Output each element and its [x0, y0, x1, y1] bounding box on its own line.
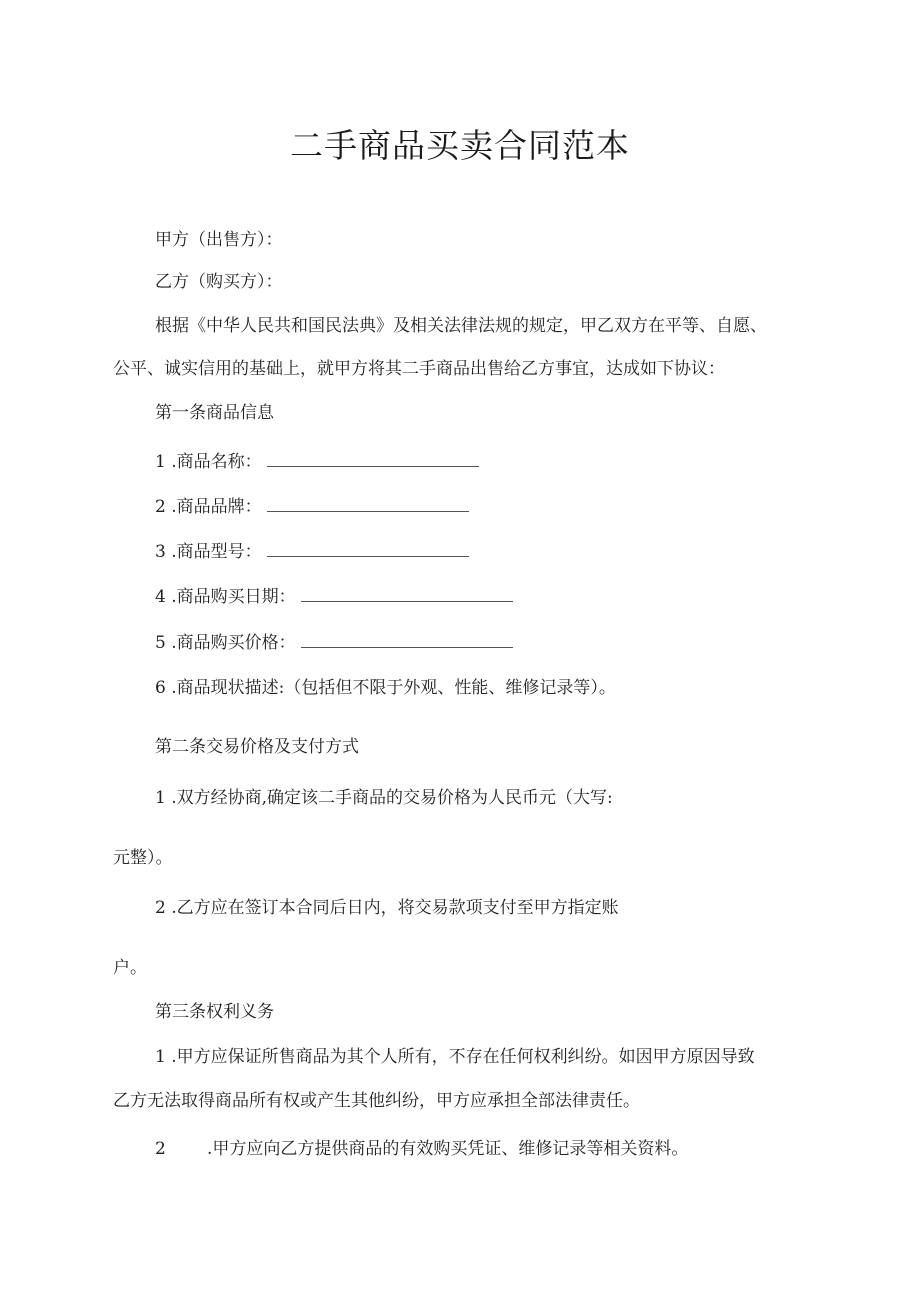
party-a-line: 甲方（出售方）：: [155, 230, 283, 250]
article2-item-1-line-1: [155, 786, 613, 810]
item-number: 2: [155, 898, 166, 918]
item-number: 1: [155, 452, 166, 472]
item-number: 2: [155, 1139, 166, 1159]
item-number: 6: [155, 678, 166, 698]
item-text: .双方经协商,确定该二手商品的交易价格为人民币元（大写:: [171, 788, 613, 808]
article1-item-3: [155, 539, 469, 564]
article1-item-5: [155, 630, 513, 655]
item-label: .商品型号：: [171, 542, 262, 562]
article2-heading: 第二条交易价格及支付方式: [155, 737, 359, 757]
item-number: 1: [155, 1047, 166, 1067]
item-number: 4: [155, 587, 166, 607]
item-number: 1: [155, 788, 166, 808]
fill-in-blank[interactable]: [267, 494, 469, 512]
item-label: .商品现状描述:（包括但不限于外观、性能、维修记录等）。: [171, 678, 616, 698]
article1-heading: 第一条商品信息: [155, 403, 274, 423]
article3-item-1-line-1: [155, 1045, 755, 1069]
article1-item-2: [155, 494, 469, 519]
document-title: 二手商品买卖合同范本: [290, 126, 630, 165]
article1-item-1: [155, 449, 479, 474]
fill-in-blank[interactable]: [301, 584, 513, 602]
item-text: .乙方应在签订本合同后日内，将交易款项支付至甲方指定账: [171, 898, 619, 918]
item-number: 5: [155, 633, 166, 653]
item-label: .商品购买日期：: [171, 587, 296, 607]
article2-item-2-line-1: [155, 896, 619, 920]
item-label: .商品名称：: [171, 452, 262, 472]
item-number: 3: [155, 542, 166, 562]
item-number: 2: [155, 497, 166, 517]
preamble-line-2: 公平、诚实信用的基础上，就甲方将其二手商品出售给乙方事宜，达成如下协议：: [113, 359, 725, 379]
article1-item-4: [155, 584, 513, 609]
item-text: .甲方应保证所售商品为其个人所有，不存在任何权利纠纷。如因甲方原因导致: [171, 1047, 755, 1067]
fill-in-blank[interactable]: [267, 539, 469, 557]
fill-in-blank[interactable]: [301, 630, 513, 648]
article3-item-2-line-1: [155, 1137, 688, 1161]
item-label: .商品品牌：: [171, 497, 262, 517]
article3-heading: 第三条权利义务: [155, 1002, 274, 1022]
article1-item-6: [155, 676, 616, 700]
party-b-line: 乙方（购买方）：: [155, 272, 283, 292]
item-text: .甲方应向乙方提供商品的有效购买凭证、维修记录等相关资料。: [207, 1139, 689, 1159]
article2-item-1-line-2: 元整）。: [113, 848, 173, 868]
fill-in-blank[interactable]: [267, 449, 479, 467]
article2-item-2-line-2: 户。: [113, 958, 147, 978]
preamble-line-1: 根据《中华人民共和国民法典》及相关法律法规的规定，甲乙双方在平等、自愿、: [155, 316, 767, 336]
item-label: .商品购买价格：: [171, 633, 296, 653]
article3-item-1-line-2: 乙方无法取得商品所有权或产生其他纠纷，甲方应承担全部法律责任。: [113, 1091, 640, 1111]
